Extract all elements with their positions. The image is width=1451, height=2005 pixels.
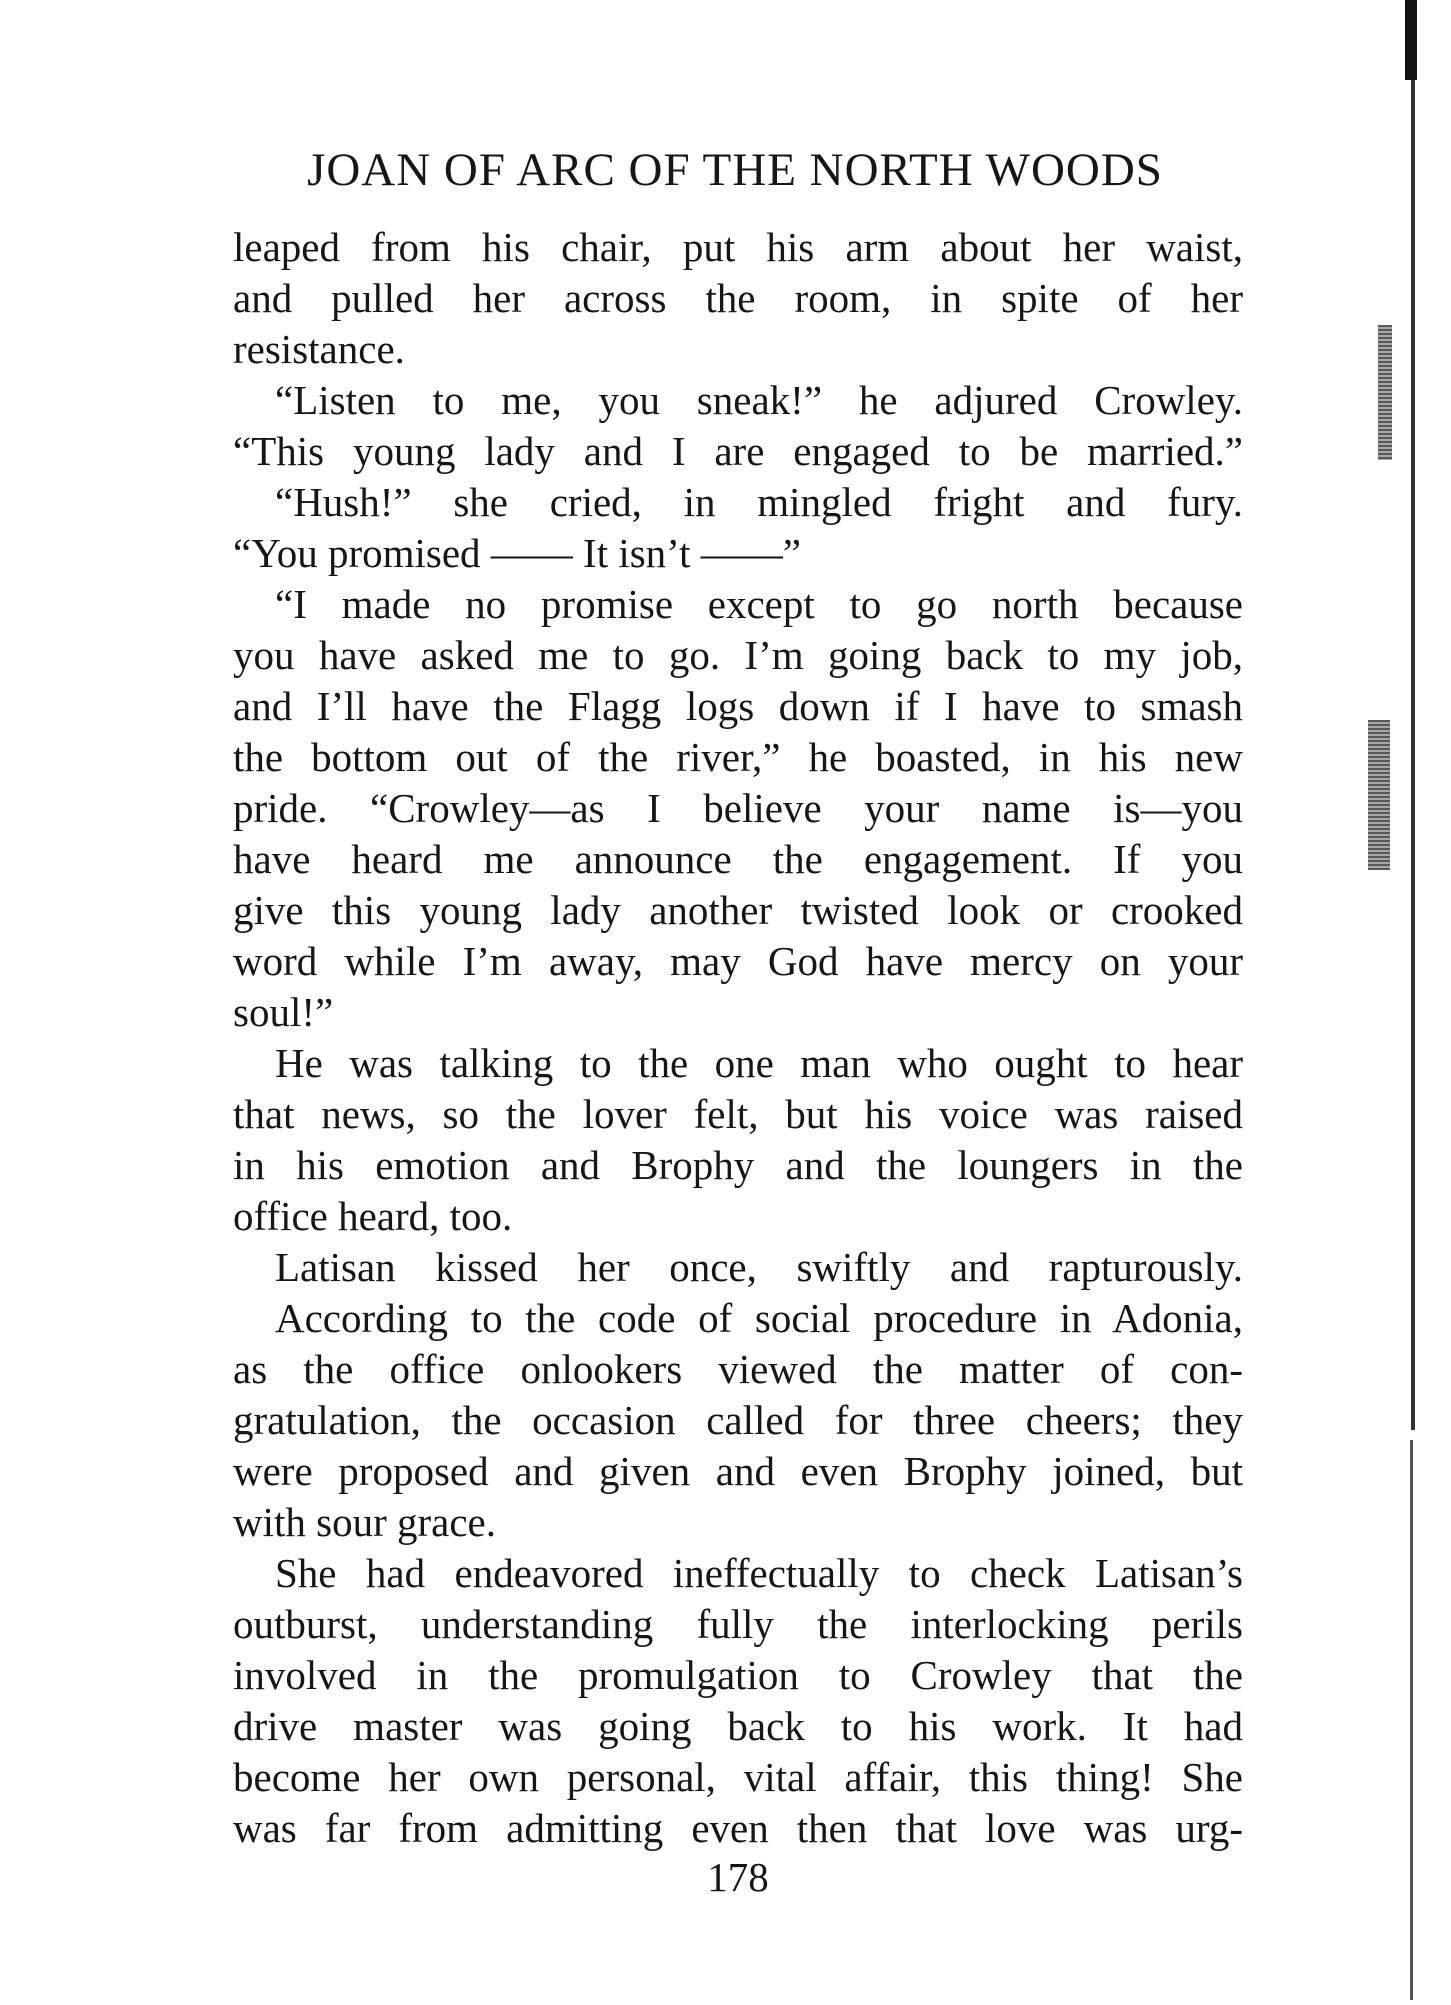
text-line: give this young lady another twisted look or crooked	[233, 887, 1243, 933]
text-line: resistance.	[233, 326, 405, 372]
text-line: soul!”	[233, 989, 334, 1035]
scan-smudge	[1368, 720, 1390, 870]
text-line: “You promised —— It isn’t ——”	[233, 530, 801, 576]
text-line: “This young lady and I are engaged to be married.”	[233, 428, 1243, 474]
text-line: According to the code of social procedure in Adonia,	[275, 1295, 1243, 1341]
text-line: “Hush!” she cried, in mingled fright and fury.	[275, 479, 1243, 525]
scan-smudge	[1378, 325, 1392, 460]
text-line: and I’ll have the Flagg logs down if I have to smash	[233, 683, 1243, 729]
binding-edge-shadow	[1405, 0, 1417, 80]
text-line: as the office onlookers viewed the matter of con-	[233, 1346, 1243, 1392]
paragraph	[233, 222, 1243, 375]
text-line: become her own personal, vital affair, this thing! She	[233, 1754, 1243, 1800]
text-line: that news, so the lover felt, but his voice was raised	[233, 1091, 1243, 1137]
text-line: and pulled her across the room, in spite of her	[233, 275, 1243, 321]
text-line: He was talking to the one man who ought to hear	[275, 1040, 1243, 1086]
text-line: pride. “Crowley—as I believe your name is—you	[233, 785, 1243, 831]
text-line: gratulation, the occasion called for three cheers; they	[233, 1397, 1243, 1443]
binding-edge-line	[1411, 80, 1415, 1430]
text-line: you have asked me to go. I’m going back to my job,	[233, 632, 1243, 678]
text-line: in his emotion and Brophy and the loungers in the	[233, 1142, 1243, 1188]
text-line: “I made no promise except to go north because	[275, 581, 1243, 627]
text-line: “Listen to me, you sneak!” he adjured Crowley.	[275, 377, 1243, 423]
text-line: have heard me announce the engagement. If you	[233, 836, 1243, 882]
text-line: leaped from his chair, put his arm about her waist,	[233, 224, 1243, 270]
text-line: Latisan kissed her once, swiftly and rapturously.	[275, 1244, 1243, 1290]
text-line: was far from admitting even then that love was urg-	[233, 1805, 1243, 1851]
text-line: word while I’m away, may God have mercy on your	[233, 938, 1243, 984]
paragraph	[233, 375, 1243, 477]
body-text	[233, 222, 1243, 1854]
paragraph	[233, 477, 1243, 579]
text-line: involved in the promulgation to Crowley that the	[233, 1652, 1243, 1698]
binding-edge-line-lower	[1410, 1440, 1413, 2000]
paragraph	[233, 1242, 1243, 1293]
paragraph	[233, 1038, 1243, 1242]
paragraph	[233, 579, 1243, 1038]
text-line: the bottom out of the river,” he boasted, in his new	[233, 734, 1243, 780]
text-line: drive master was going back to his work. It had	[233, 1703, 1243, 1749]
text-line: with sour grace.	[233, 1499, 496, 1545]
paragraph	[233, 1548, 1243, 1854]
running-head-title: JOAN OF ARC OF THE NORTH WOODS	[307, 144, 1163, 196]
text-line: She had endeavored ineffectually to check Latisan’s	[275, 1550, 1243, 1596]
text-line: office heard, too.	[233, 1193, 513, 1239]
page-number: 178	[707, 1854, 769, 1900]
paragraph	[233, 1293, 1243, 1548]
text-line: outburst, understanding fully the interlocking perils	[233, 1601, 1243, 1647]
text-line: were proposed and given and even Brophy joined, but	[233, 1448, 1243, 1494]
